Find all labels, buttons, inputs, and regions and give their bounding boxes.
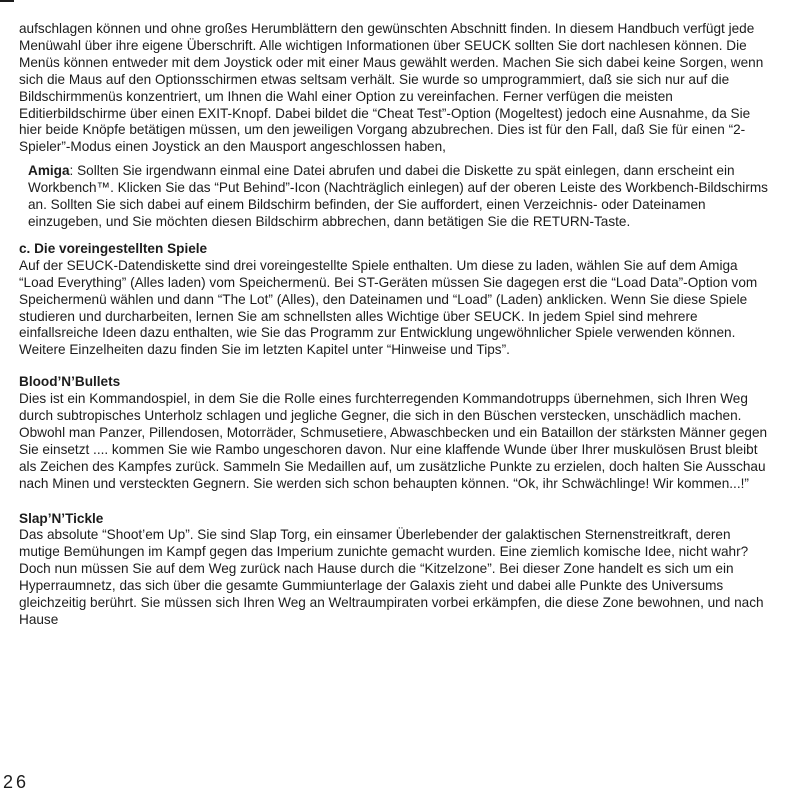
preset-games-paragraph: Auf der SEUCK-Datendiskette sind drei voreingestellte Spiele enthalten. Um diese zu laden, wählen Sie auf dem Amiga “Load Everything” (Alles laden) vom Speichermenü. Bei ST-Geräten müssen Sie dagegen erst die “Load Data”-Option vom Speichermenü wählen und dann “The Lot” (Alles), den Dateinamen und “Load” (Laden) anklicken. Wenn Sie diese Spiele studieren und durcharbeiten, lernen Sie am schnellsten alles Wichtige über SEUCK. In jedem Spiel sind mehrere einfallsreiche Ideen dazu enthalten, wie Sie das Programm zur Entwicklung ungewöhnlicher Spiele verwenden können. Weitere Einzelheiten dazu finden Sie im letzten Kapitel unter “Hinweise und Tips”.: [19, 257, 758, 358]
page-body: [19, 21, 771, 629]
scan-corner-mark: [0, 0, 14, 2]
slap-n-tickle-paragraph: Das absolute “Shoot’em Up”. Sie sind Slap Torg, ein einsamer Überlebender der galaktischen Sternenstreitkraft, deren mutige Bemühungen im Kampf gegen das Imperium zunichte gemacht wurden. Eine ziemlich komische Idee, nicht wahr? Doch nun müssen Sie auf dem Weg zurück nach Hause durch die “Kitzelzone”. Bei dieser Zone handelt es sich um ein Hyperraumnetz, das sich über die gesamte Gummiunterlage der Galaxis zieht und dabei alle Punkte des Universums gleichzeitig berührt. Sie müssen sich Ihren Weg an Weltraumpiraten vorbei erkämpfen, die diese Zone bewohnen, und nach Hause: [19, 527, 764, 627]
intro-paragraph: aufschlagen können und ohne großes Herumblättern den gewünschten Abschnitt finden. In diesem Handbuch verfügt jede Menüwahl über ihre eigene Überschrift. Alle wichtigen Informationen über SEUCK sollten Sie dort nachlesen können. Die Menüs können entweder mit dem Joystick oder mit einer Maus gewählt werden. Machen Sie sich dabei keine Sorgen, wenn sich die Maus auf den Optionsschirmen etwas seltsam verhält. Sie wurde so umprogrammiert, daß sie sich nur auf die Bildschirmmenüs konzentriert, um Ihnen die Wahl einer Option zu vereinfachen. Ferner verfügen die meisten Editierbildschirme über einen EXIT-Knopf. Dabei bildet die “Cheat Test”-Option (Mogeltest) jedoch eine Ausnahme, da Sie hier beide Knöpfe betätigen müssen, um den jeweiligen Vorgang abzubrechen. Dies ist für den Fall, daß Sie für einen “2-Spieler”-Modus einen Joystick an den Mausport angeschlossen haben,: [19, 21, 764, 155]
blood-n-bullets-paragraph: Dies ist ein Kommandospiel, in dem Sie die Rolle eines furchterregenden Kommandotrupps übernehmen, sich Ihren Weg durch subtropisches Unterholz schlagen und jegliche Gegner, die sich in den Büschen verstecken, unschädlich machen. Obwohl man Panzer, Pillendosen, Motorräder, Schmusetiere, Abwaschbecken und ein Bataillon der stärksten Männer gegen Sie einsetzt .... kommen Sie wie Rambo ungeschoren davon. Nur eine klaffende Wunde über Ihrer muskulösen Brust bleibt als Zeichen des Kampfes zurück. Sammeln Sie Medaillen auf, um zusätzliche Punkte zu erzielen, doch halten Sie Ausschau nach Minen und versteckten Gegnern. Sie werden sich schon behaupten können. “Ok, ihr Schwächlinge! Wir kommen...!”: [19, 391, 768, 491]
amiga-note: [28, 163, 771, 231]
blood-n-bullets-heading: Blood’N’Bullets: [19, 374, 121, 390]
amiga-note-text: : Sollten Sie irgendwann einmal eine Datei abrufen und dabei die Diskette zu spät einlegen, dann erscheint ein Workbench™. Klicken Sie das “Put Behind”-Icon (Nachträglich einlegen) auf der oberen Leiste des Workbench-Bildschirms an. Sollten Sie sich dabei auf einem Bildschirm befinden, der Sie auffordert, einen Verzeichnis- oder Dateinamen einzugeben, und Sie möchten diesen Bildschirm abbrechen, dann betätigen Sie die RETURN-Taste.: [28, 163, 768, 229]
slap-n-tickle-heading: Slap’N’Tickle: [19, 510, 104, 526]
amiga-note-label: Amiga: [28, 163, 70, 179]
preset-games-heading: c. Die voreingestellten Spiele: [19, 240, 208, 256]
page-number: 26: [3, 772, 30, 792]
